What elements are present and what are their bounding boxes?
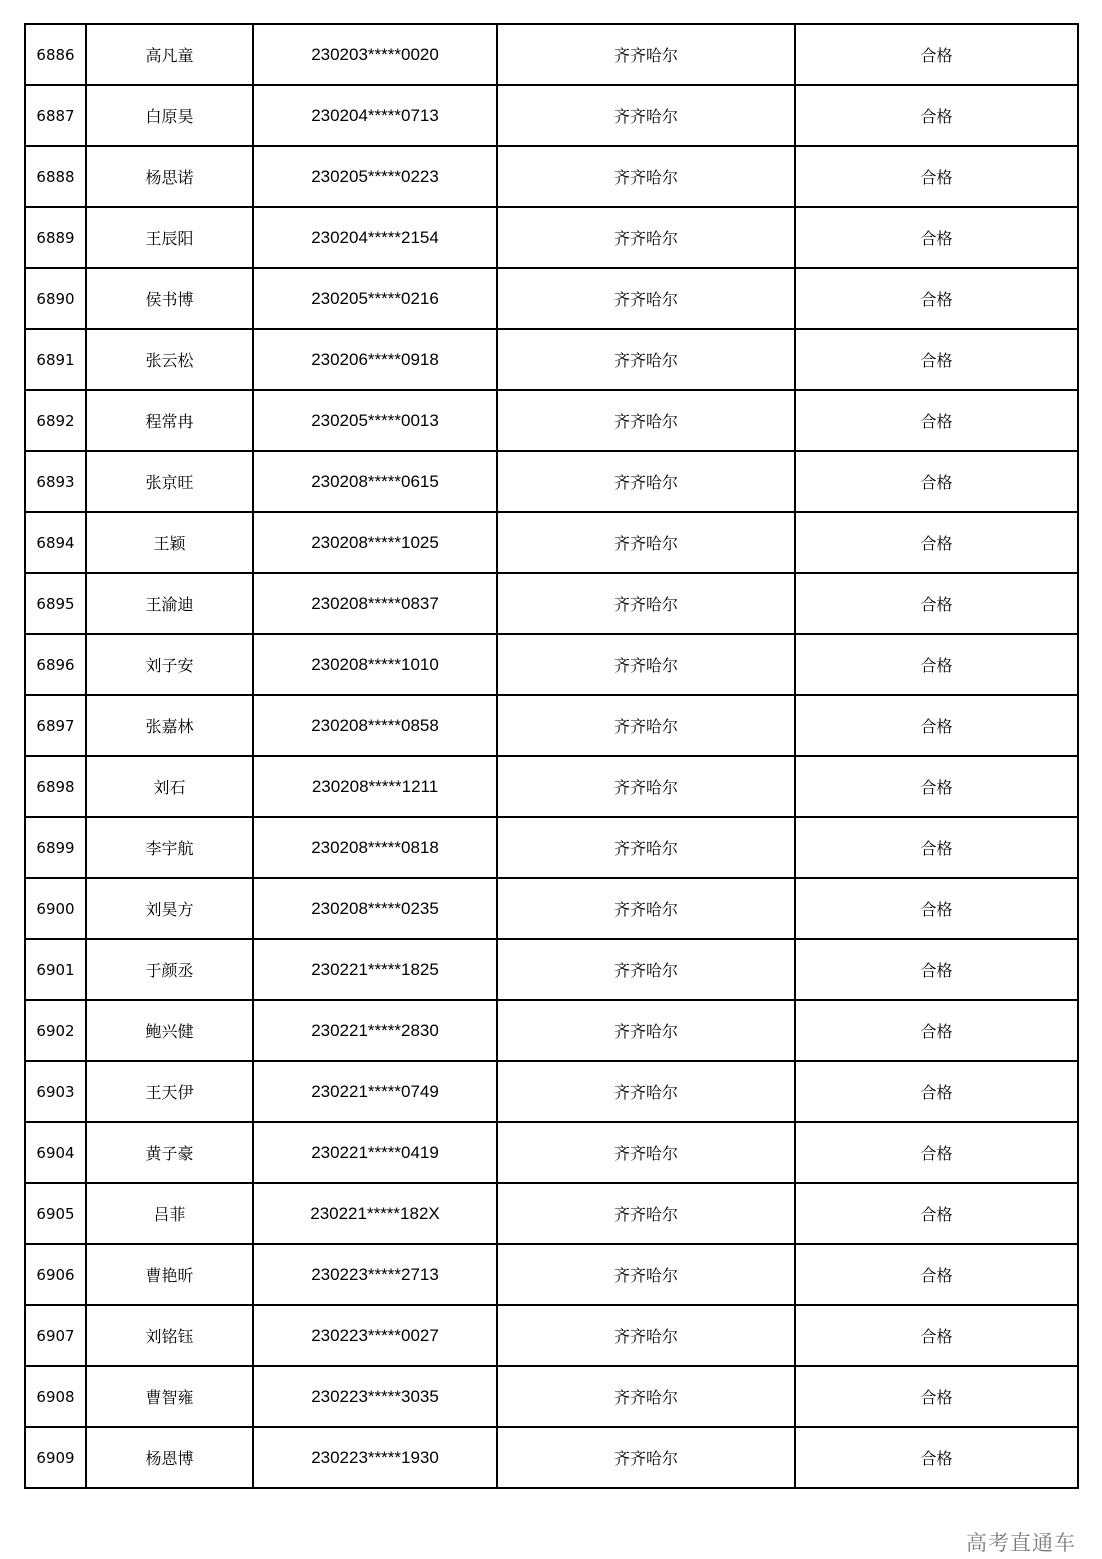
row-number-cell: 6900 bbox=[25, 878, 86, 939]
city-cell: 齐齐哈尔 bbox=[497, 1305, 795, 1366]
id-number-cell: 230208*****0818 bbox=[253, 817, 497, 878]
city-cell: 齐齐哈尔 bbox=[497, 939, 795, 1000]
city-cell: 齐齐哈尔 bbox=[497, 1427, 795, 1488]
table-row bbox=[25, 634, 1078, 695]
city-cell: 齐齐哈尔 bbox=[497, 85, 795, 146]
candidate-name-cell: 张嘉林 bbox=[86, 695, 253, 756]
id-number-cell: 230208*****1010 bbox=[253, 634, 497, 695]
city-cell: 齐齐哈尔 bbox=[497, 756, 795, 817]
id-number-cell: 230208*****1025 bbox=[253, 512, 497, 573]
row-number-cell: 6906 bbox=[25, 1244, 86, 1305]
result-status-cell: 合格 bbox=[795, 939, 1078, 1000]
row-number-cell: 6905 bbox=[25, 1183, 86, 1244]
result-status-cell: 合格 bbox=[795, 1366, 1078, 1427]
candidate-name-cell: 于颜丞 bbox=[86, 939, 253, 1000]
city-cell: 齐齐哈尔 bbox=[497, 390, 795, 451]
row-number-cell: 6890 bbox=[25, 268, 86, 329]
result-status-cell: 合格 bbox=[795, 817, 1078, 878]
table-row bbox=[25, 1000, 1078, 1061]
row-number-cell: 6904 bbox=[25, 1122, 86, 1183]
candidate-name-cell: 刘铭钰 bbox=[86, 1305, 253, 1366]
table-row bbox=[25, 512, 1078, 573]
row-number-cell: 6907 bbox=[25, 1305, 86, 1366]
table-row bbox=[25, 85, 1078, 146]
table-row bbox=[25, 817, 1078, 878]
candidate-name-cell: 程常冉 bbox=[86, 390, 253, 451]
row-number-cell: 6888 bbox=[25, 146, 86, 207]
table-row bbox=[25, 756, 1078, 817]
row-number-cell: 6892 bbox=[25, 390, 86, 451]
id-number-cell: 230221*****182X bbox=[253, 1183, 497, 1244]
candidate-name-cell: 王天伊 bbox=[86, 1061, 253, 1122]
results-table bbox=[24, 23, 1079, 1489]
results-table-body bbox=[25, 24, 1078, 1488]
city-cell: 齐齐哈尔 bbox=[497, 329, 795, 390]
id-number-cell: 230203*****0020 bbox=[253, 24, 497, 85]
id-number-cell: 230205*****0223 bbox=[253, 146, 497, 207]
id-number-cell: 230208*****1211 bbox=[253, 756, 497, 817]
table-row bbox=[25, 1366, 1078, 1427]
table-row bbox=[25, 329, 1078, 390]
table-row bbox=[25, 1061, 1078, 1122]
candidate-name-cell: 杨恩博 bbox=[86, 1427, 253, 1488]
id-number-cell: 230221*****1825 bbox=[253, 939, 497, 1000]
table-row bbox=[25, 1305, 1078, 1366]
candidate-name-cell: 王辰阳 bbox=[86, 207, 253, 268]
city-cell: 齐齐哈尔 bbox=[497, 146, 795, 207]
city-cell: 齐齐哈尔 bbox=[497, 24, 795, 85]
candidate-name-cell: 曹艳昕 bbox=[86, 1244, 253, 1305]
row-number-cell: 6902 bbox=[25, 1000, 86, 1061]
candidate-name-cell: 黄子豪 bbox=[86, 1122, 253, 1183]
row-number-cell: 6886 bbox=[25, 24, 86, 85]
row-number-cell: 6896 bbox=[25, 634, 86, 695]
id-number-cell: 230208*****0235 bbox=[253, 878, 497, 939]
candidate-name-cell: 王颖 bbox=[86, 512, 253, 573]
result-status-cell: 合格 bbox=[795, 756, 1078, 817]
row-number-cell: 6893 bbox=[25, 451, 86, 512]
result-status-cell: 合格 bbox=[795, 329, 1078, 390]
table-row bbox=[25, 390, 1078, 451]
city-cell: 齐齐哈尔 bbox=[497, 1244, 795, 1305]
candidate-name-cell: 侯书博 bbox=[86, 268, 253, 329]
candidate-name-cell: 白原昊 bbox=[86, 85, 253, 146]
city-cell: 齐齐哈尔 bbox=[497, 573, 795, 634]
id-number-cell: 230204*****0713 bbox=[253, 85, 497, 146]
result-status-cell: 合格 bbox=[795, 1122, 1078, 1183]
city-cell: 齐齐哈尔 bbox=[497, 634, 795, 695]
row-number-cell: 6894 bbox=[25, 512, 86, 573]
row-number-cell: 6891 bbox=[25, 329, 86, 390]
result-status-cell: 合格 bbox=[795, 1000, 1078, 1061]
row-number-cell: 6909 bbox=[25, 1427, 86, 1488]
candidate-name-cell: 高凡童 bbox=[86, 24, 253, 85]
id-number-cell: 230223*****3035 bbox=[253, 1366, 497, 1427]
result-status-cell: 合格 bbox=[795, 1305, 1078, 1366]
row-number-cell: 6901 bbox=[25, 939, 86, 1000]
id-number-cell: 230204*****2154 bbox=[253, 207, 497, 268]
id-number-cell: 230221*****0419 bbox=[253, 1122, 497, 1183]
city-cell: 齐齐哈尔 bbox=[497, 268, 795, 329]
result-status-cell: 合格 bbox=[795, 1183, 1078, 1244]
city-cell: 齐齐哈尔 bbox=[497, 878, 795, 939]
result-status-cell: 合格 bbox=[795, 24, 1078, 85]
result-status-cell: 合格 bbox=[795, 695, 1078, 756]
candidate-name-cell: 王渝迪 bbox=[86, 573, 253, 634]
city-cell: 齐齐哈尔 bbox=[497, 512, 795, 573]
result-status-cell: 合格 bbox=[795, 512, 1078, 573]
id-number-cell: 230223*****1930 bbox=[253, 1427, 497, 1488]
city-cell: 齐齐哈尔 bbox=[497, 1183, 795, 1244]
result-status-cell: 合格 bbox=[795, 878, 1078, 939]
result-status-cell: 合格 bbox=[795, 207, 1078, 268]
table-row bbox=[25, 1244, 1078, 1305]
row-number-cell: 6897 bbox=[25, 695, 86, 756]
city-cell: 齐齐哈尔 bbox=[497, 1366, 795, 1427]
result-status-cell: 合格 bbox=[795, 390, 1078, 451]
result-status-cell: 合格 bbox=[795, 1244, 1078, 1305]
id-number-cell: 230208*****0858 bbox=[253, 695, 497, 756]
result-status-cell: 合格 bbox=[795, 268, 1078, 329]
table-row bbox=[25, 268, 1078, 329]
table-row bbox=[25, 573, 1078, 634]
city-cell: 齐齐哈尔 bbox=[497, 1061, 795, 1122]
id-number-cell: 230205*****0216 bbox=[253, 268, 497, 329]
table-row bbox=[25, 695, 1078, 756]
city-cell: 齐齐哈尔 bbox=[497, 451, 795, 512]
city-cell: 齐齐哈尔 bbox=[497, 1122, 795, 1183]
city-cell: 齐齐哈尔 bbox=[497, 695, 795, 756]
id-number-cell: 230208*****0837 bbox=[253, 573, 497, 634]
table-row bbox=[25, 878, 1078, 939]
candidate-name-cell: 曹智雍 bbox=[86, 1366, 253, 1427]
row-number-cell: 6895 bbox=[25, 573, 86, 634]
row-number-cell: 6887 bbox=[25, 85, 86, 146]
candidate-name-cell: 鲍兴健 bbox=[86, 1000, 253, 1061]
watermark-text: 高考直通车 bbox=[966, 1531, 1076, 1555]
id-number-cell: 230223*****2713 bbox=[253, 1244, 497, 1305]
table-row bbox=[25, 939, 1078, 1000]
id-number-cell: 230221*****0749 bbox=[253, 1061, 497, 1122]
result-status-cell: 合格 bbox=[795, 634, 1078, 695]
candidate-name-cell: 张京旺 bbox=[86, 451, 253, 512]
city-cell: 齐齐哈尔 bbox=[497, 207, 795, 268]
table-row bbox=[25, 24, 1078, 85]
table-row bbox=[25, 1183, 1078, 1244]
id-number-cell: 230206*****0918 bbox=[253, 329, 497, 390]
result-status-cell: 合格 bbox=[795, 146, 1078, 207]
candidate-name-cell: 李宇航 bbox=[86, 817, 253, 878]
row-number-cell: 6903 bbox=[25, 1061, 86, 1122]
candidate-name-cell: 吕菲 bbox=[86, 1183, 253, 1244]
city-cell: 齐齐哈尔 bbox=[497, 817, 795, 878]
table-row bbox=[25, 451, 1078, 512]
candidate-name-cell: 刘昊方 bbox=[86, 878, 253, 939]
result-status-cell: 合格 bbox=[795, 573, 1078, 634]
id-number-cell: 230223*****0027 bbox=[253, 1305, 497, 1366]
result-status-cell: 合格 bbox=[795, 1061, 1078, 1122]
result-status-cell: 合格 bbox=[795, 451, 1078, 512]
table-row bbox=[25, 146, 1078, 207]
id-number-cell: 230221*****2830 bbox=[253, 1000, 497, 1061]
row-number-cell: 6899 bbox=[25, 817, 86, 878]
row-number-cell: 6889 bbox=[25, 207, 86, 268]
table-row bbox=[25, 1122, 1078, 1183]
result-status-cell: 合格 bbox=[795, 1427, 1078, 1488]
city-cell: 齐齐哈尔 bbox=[497, 1000, 795, 1061]
table-row bbox=[25, 207, 1078, 268]
id-number-cell: 230208*****0615 bbox=[253, 451, 497, 512]
table-row bbox=[25, 1427, 1078, 1488]
id-number-cell: 230205*****0013 bbox=[253, 390, 497, 451]
candidate-name-cell: 杨思诺 bbox=[86, 146, 253, 207]
candidate-name-cell: 刘子安 bbox=[86, 634, 253, 695]
result-status-cell: 合格 bbox=[795, 85, 1078, 146]
row-number-cell: 6908 bbox=[25, 1366, 86, 1427]
candidate-name-cell: 张云松 bbox=[86, 329, 253, 390]
row-number-cell: 6898 bbox=[25, 756, 86, 817]
candidate-name-cell: 刘石 bbox=[86, 756, 253, 817]
